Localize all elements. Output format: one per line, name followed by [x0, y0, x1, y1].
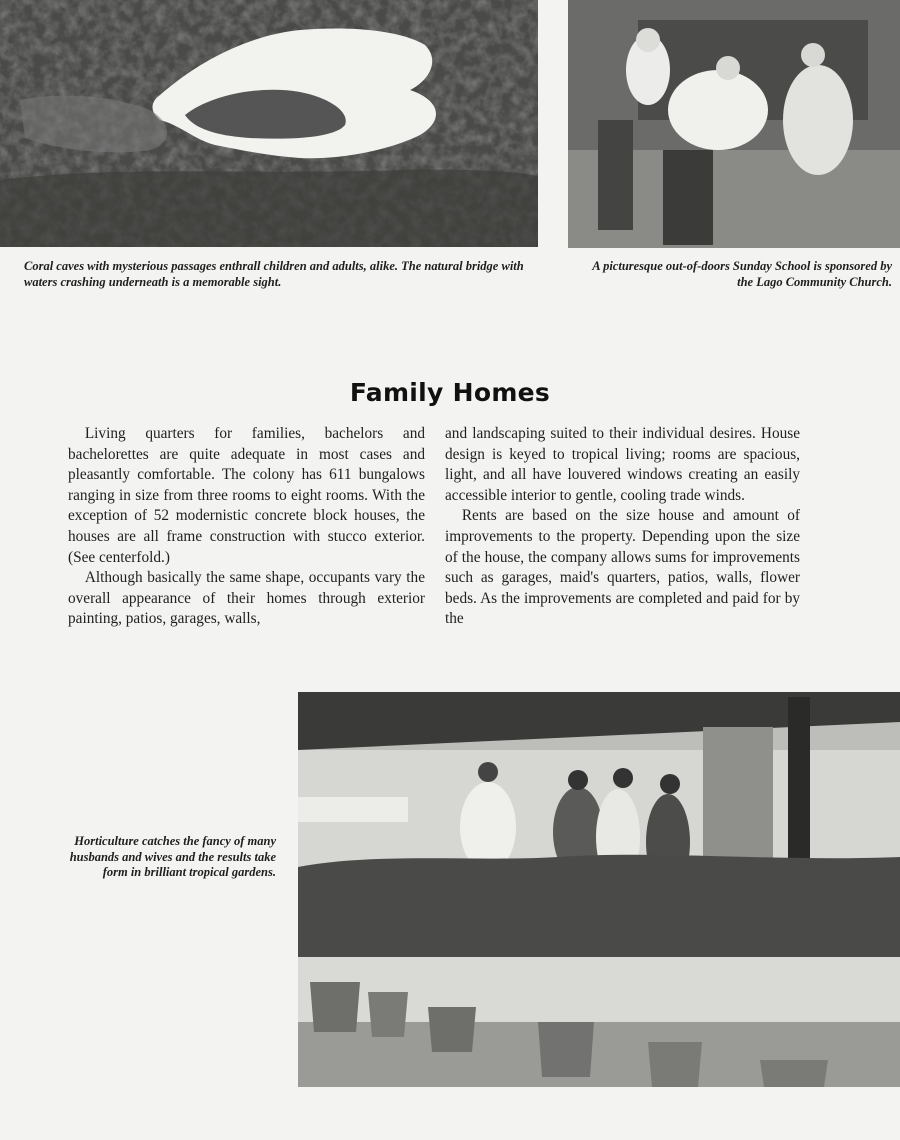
right-paragraph-2: Rents are based on the size house and amount of improvements to the property. Depending upon the size of the house, the company allows sums for improvements such as garages, maid's quarters, patios, walls, flower beds. As the improvements are completed and paid for by the: [445, 507, 800, 628]
article-title: Family Homes: [349, 378, 551, 407]
sunday-school-caption: A picturesque out-of-doors Sunday School is sponsored by the Lago Community Church.: [592, 259, 892, 289]
coral-caves-caption: Coral caves with mysterious passages enthrall children and adults, alike. The natural bridge with waters crashing underneath is a memorable sight.: [24, 259, 524, 289]
coral-caves-photo: [0, 0, 538, 247]
right-paragraph-1: and landscaping suited to their individual desires. House design is keyed to tropical living; rooms are spacious, light, and all have louvered windows creating an easily accessible interior to gentle, cooling trade winds.: [445, 425, 800, 504]
left-paragraph-1: Living quarters for families, bachelors and bachelorettes are quite adequate in most cases and pleasantly comfortable. The colony has 611 bungalows ranging in size from three rooms to eight rooms. With the exception of 52 modernistic concrete block houses, the houses are all frame construction with stucco exterior. (See centerfold.): [68, 425, 425, 566]
tropical-garden-photo: [298, 692, 900, 1087]
article-right-column: [445, 424, 800, 630]
horticulture-caption: Horticulture catches the fancy of many husbands and wives and the results take form in brilliant tropical gardens.: [69, 834, 276, 879]
left-paragraph-2: Although basically the same shape, occupants vary the overall appearance of their homes through exterior painting, patios, garages, walls,: [68, 569, 425, 628]
article-left-column: [68, 424, 425, 630]
sunday-school-photo: [568, 0, 900, 248]
